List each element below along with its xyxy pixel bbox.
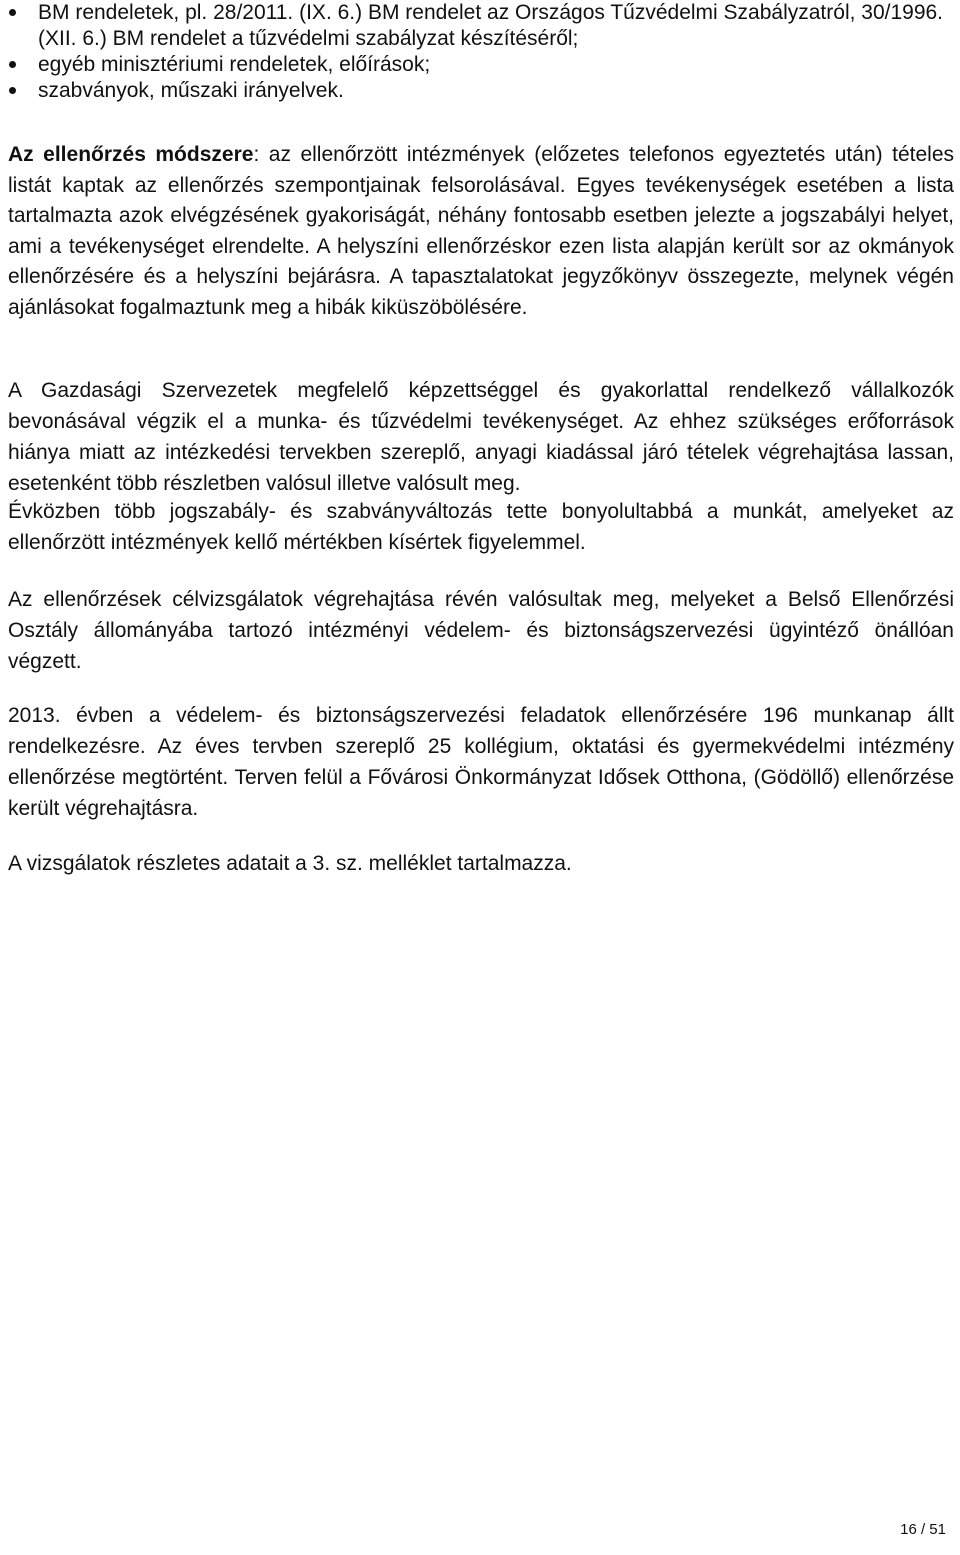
bullet-icon [9, 9, 16, 16]
bullet-icon [9, 87, 16, 94]
method-text: : az ellenőrzött intézmények (előzetes telefonos egyeztetés után) tételes listát kaptak az ellenőrzés szempontjainak felsorolásával. Egyes tevékenységek esetében a lista tartalmazta azok elvégzésének gyakoriságát, néhány fontosabb esetben jelezte a jogszabályi helyet, ami a tevékenységet elrendelte. A helyszíni ellenőrzéskor ezen lista alapján került sor az okmányok ellenőrzésére és a helyszíni bejárásra. A tapasztalatokat jegyzőkönyv összegezte, melynek végén ajánlásokat fogalmaztunk meg a hibák kiküszöbölésére. [8, 143, 954, 319]
method-paragraph [8, 140, 954, 323]
list-item-text: egyéb minisztériumi rendeletek, előírások; [38, 53, 431, 76]
page-number: 16 / 51 [900, 1521, 946, 1538]
method-lead: Az ellenőrzés módszere [8, 143, 254, 166]
list-item [8, 78, 954, 104]
regulation-list [8, 0, 954, 104]
bullet-icon [9, 61, 16, 68]
list-item [8, 0, 954, 52]
paragraph-2013: 2013. évben a védelem- és biztonságszervezési feladatok ellenőrzésére 196 munkanap állt rendelkezésre. Az éves tervben szereplő 25 kollégium, oktatási és gyermekvédelmi intézmény ellenőrzése megtörtént. Terven felül a Fővárosi Önkormányzat Idősek Otthona, (Gödöllő) ellenőrzése került végrehajtásra. [8, 704, 954, 820]
paragraph-annex: A vizsgálatok részletes adatait a 3. sz. melléklet tartalmazza. [8, 852, 572, 875]
list-item-text: szabványok, műszaki irányelvek. [38, 79, 344, 102]
paragraph-audits: Az ellenőrzések célvizsgálatok végrehajtása révén valósultak meg, melyeket a Belső Ellenőrzési Osztály állományába tartozó intézményi védelem- és biztonságszervezési ügyintéző önállóan végzett. [8, 588, 954, 673]
paragraph-regulation-changes: Évközben több jogszabály- és szabványváltozás tette bonyolultabbá a munkát, amelyeket az ellenőrzött intézmények kellő mértékben kísértek figyelemmel. [8, 500, 954, 554]
list-item [8, 52, 954, 78]
list-item-text: BM rendeletek, pl. 28/2011. (IX. 6.) BM rendelet az Országos Tűzvédelmi Szabályzatról, 30/1996. (XII. 6.) BM rendelet a tűzvédelmi szabályzat készítéséről; [38, 1, 944, 50]
paragraph-organizations: A Gazdasági Szervezetek megfelelő képzettséggel és gyakorlattal rendelkező vállalkozók bevonásával végzik el a munka- és tűzvédelmi tevékenységet. Az ehhez szükséges erőforrások hiánya miatt az intézkedési tervekben szereplő, anyagi kiadással járó tételek végrehajtása lassan, esetenként több részletben valósul illetve valósult meg. [8, 379, 954, 495]
